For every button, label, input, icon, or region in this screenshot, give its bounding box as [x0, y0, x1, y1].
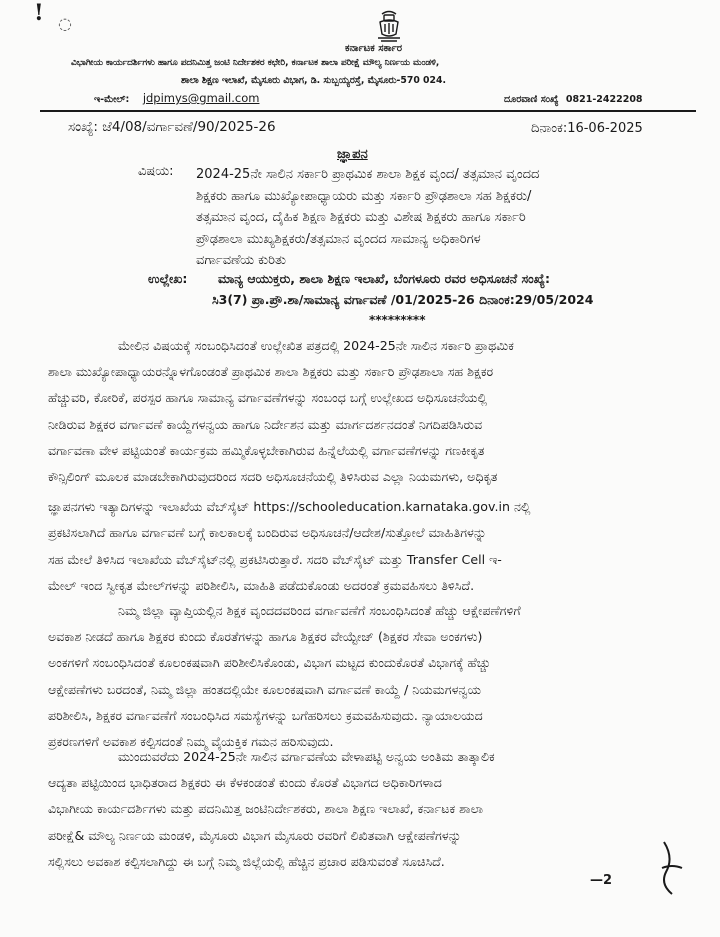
subject-line: ಶಿಕ್ಷಕರು ಹಾಗೂ ಮುಖ್ಯೋಪಾಧ್ಯಾಯರು ಮತ್ತು ಸರ್ಕಾರಿ ಪ್ರೌಢಶಾಲಾ ಸಹ ಶಿಕ್ಷಕರು/ — [196, 188, 532, 204]
subject-line: ತತ್ಸಮಾನ ವೃಂದ, ದೈಹಿಕ ಶಿಕ್ಷಣ ಶಿಕ್ಷಕರು ಮತ್ತು ವಿಶೇಷ ಶಿಕ್ಷಕರು ಹಾಗೂ ಸರ್ಕಾರಿ — [196, 210, 526, 225]
margin-exclamation-mark: ! — [34, 0, 44, 26]
margin-pen-mark: ◌ — [58, 14, 72, 33]
notice-title: ಜ್ಞಾಪನ — [337, 147, 368, 162]
paragraph-line: ವಿಭಾಗೀಯ ಕಾರ್ಯದರ್ಶಿಗಳು ಮತ್ತು ಪದನಿಮಿತ್ತ ಜಂಟಿನಿರ್ದೇಶಕರು, ಶಾಲಾ ಶಿಕ್ಷಣ ಇಲಾಖೆ, ಕರ್ನಾಟಕ ಶಾಲಾ — [48, 801, 484, 817]
paragraph-line: ಹೆಚ್ಚುವರಿ, ಕೋರಿಕೆ, ಪರಸ್ಪರ ಹಾಗೂ ಸಾಮಾನ್ಯ ವರ್ಗಾವಣೆಗಳನ್ನು ಸಂಬಂಧ ಬಗ್ಗೆ ಉಲ್ಲೇಖದ ಅಧಿಸೂಚನೆಯಲ್ಲಿ — [48, 390, 488, 406]
paragraph-line: ಸಹ ಮೇಲೆ ತಿಳಿಸಿದ ಇಲಾಖೆಯ ವೆಬ್‌ಸೈಟ್‌ನಲ್ಲಿ ಪ್ರಕಟಿಸಿರುತ್ತಾರೆ. ಸದರಿ ವೆಬ್‌ಸೈಟ್ ಮತ್ತು Transfer Cell ಇ- — [48, 551, 502, 567]
reference-number: ಸಂಖ್ಯೆ: ಜೆ4/08/ವರ್ಗಾವಣೆ/90/2025-26 — [68, 119, 276, 135]
header-rule — [40, 110, 696, 112]
subject-line: ವರ್ಗಾವಣೆಯ ಕುರಿತು — [196, 253, 287, 268]
paragraph-line: ಆದ್ಯತಾ ಪಟ್ಟಿಯಿಂದ ಭಾಧಿತರಾದ ಶಿಕ್ಷಕರು ಈ ಕೆಳಕಂಡಂತೆ ಕುಂದು ಕೊರತೆ ವಿಭಾಗದ ಅಧಿಕಾರಿಗಳಾದ — [48, 775, 442, 791]
phone-row — [504, 94, 643, 105]
separator-stars: ********* — [369, 313, 426, 327]
page-number-marker: —2 — [590, 873, 613, 888]
paragraph-line: ಜ್ಞಾಪನಗಳು ಇತ್ಯಾದಿಗಳನ್ನು ಇಲಾಖೆಯ ವೆಬ್‌ಸೈಟ್ https://schooleducation.karnataka.gov.in ನಲ್ಲಿ — [48, 499, 531, 515]
paragraph-line: ಪ್ರಕರಣಗಳಿಗೆ ಅವಕಾಶ ಕಲ್ಪಿಸದಂತೆ ನಿಮ್ಮ ವೈಯಕ್ತಿಕ ಗಮನ ಹರಿಸುವುದು. — [48, 734, 334, 750]
reference-note-label: ಉಲ್ಲೇಖ: — [148, 271, 188, 286]
paragraph-line: ಅವಕಾಶ ನೀಡದೆ ಹಾಗೂ ಶಿಕ್ಷಕರ ಕುಂದು ಕೊರತೆಗಳನ್ನು ಹಾಗೂ ಶಿಕ್ಷಕರ ವೇಯ್ಟೇಜ್ (ಶಿಕ್ಷಕರ ಸೇವಾ ಅಂಕಗಳು) — [48, 629, 483, 645]
subject-line: 2024-25ನೇ ಸಾಲಿನ ಸರ್ಕಾರಿ ಪ್ರಾಥಮಿಕ ಶಾಲಾ ಶಿಕ್ಷಕ ವೃಂದ/ ತತ್ಸಮಾನ ವೃಂದದ — [196, 167, 540, 182]
paragraph-line: ಆಕ್ಷೇಪಣೆಗಳು ಬರದಂತೆ, ನಿಮ್ಮ ಜಿಲ್ಲಾ ಹಂತದಲ್ಲಿಯೇ ಕೂಲಂಕಷವಾಗಿ ವರ್ಗಾವಣೆ ಕಾಯ್ದೆ / ನಿಯಮಗಳನ್ವಯ — [48, 681, 482, 697]
subject-line: ಪ್ರೌಢಶಾಲಾ ಮುಖ್ಯಶಿಕ್ಷಕರು/ತತ್ಸಮಾನ ವೃಂದದ ಸಾಮಾನ್ಯ ಅಧಿಕಾರಿಗಳ — [196, 231, 481, 247]
paragraph-1 — [48, 333, 698, 599]
handwritten-tick-mark — [654, 838, 688, 898]
paragraph-line: ಪರಿಶೀಲಿಸಿ, ಶಿಕ್ಷಕರ ವರ್ಗಾವಣೆಗೆ ಸಂಬಂಧಿಸಿದ ಸಮಸ್ಯೆಗಳನ್ನು ಬಗೆಹರಿಸಲು ಕ್ರಮವಹಿಸುವುದು. ನ್ಯಾಯಾಲಯದ — [48, 707, 483, 723]
subject-label: ವಿಷಯ: — [138, 164, 174, 179]
paragraph-2 — [48, 598, 698, 755]
government-title: ಕರ್ನಾಟಕ ಸರ್ಕಾರ — [345, 43, 403, 54]
paragraph-line: ಮೇಲಿನ ವಿಷಯಕ್ಕೆ ಸಂಬಂಧಿಸಿದಂತೆ ಉಲ್ಲೇಖಿತ ಪತ್ರದಲ್ಲಿ 2024-25ನೇ ಸಾಲಿನ ಸರ್ಕಾರಿ ಪ್ರಾಥಮಿಕ — [118, 338, 514, 353]
office-address-line-2: ಶಾಲಾ ಶಿಕ್ಷಣ ಇಲಾಖೆ, ಮೈಸೂರು ವಿಭಾಗ, ಡಿ. ಸುಬ್ಬಯ್ಯರಸ್ತೆ, ಮೈಸೂರು-570 024. — [181, 75, 446, 86]
paragraph-line: ಮೇಲ್ ಇಂದ ಸ್ವೀಕೃತ ಮೇಲ್‌ಗಳನ್ನು ಪರಿಶೀಲಿಸಿ, ಮಾಹಿತಿ ಪಡೆದುಕೊಂಡು ಅದರಂತೆ ಕ್ರಮವಹಿಸಲು ತಿಳಿಸಿದೆ. — [48, 577, 475, 593]
paragraph-line: ಪ್ರಕಟಿಸಲಾಗಿದೆ ಹಾಗೂ ವರ್ಗಾವಣೆ ಬಗ್ಗೆ ಕಾಲಕಾಲಕ್ಕೆ ಬಂದಿರುವ ಅಧಿಸೂಚನೆ/ಆದೇಶ/ಸುತ್ತೋಲೆ ಮಾಹಿತಿಗಳನ್ನು — [48, 525, 487, 541]
paragraph-line: ಶಾಲಾ ಮುಖ್ಯೋಪಾಧ್ಯಾಯರನ್ನೊಳಗೊಂಡಂತೆ ಪ್ರಾಥಮಿಕ ಶಾಲಾ ಶಿಕ್ಷಕರು ಮತ್ತು ಸರ್ಕಾರಿ ಪ್ರೌಢಶಾಲಾ ಸಹ ಶಿಕ್ಷಕರ — [48, 364, 494, 380]
reference-date: ದಿನಾಂಕ:16-06-2025 — [531, 121, 643, 136]
karnataka-emblem-logo — [374, 10, 404, 42]
reference-note-line-2: ಸಿ3(7) ಪ್ರಾ.ಪ್ರೌ.ಶಾ/ಸಾಮಾನ್ಯ ವರ್ಗಾವಣೆ /01/2025-26 ದಿನಾಂಕ:29/05/2024 — [212, 292, 594, 307]
paragraph-3 — [48, 744, 698, 875]
email-address[interactable]: jdpimys@gmail.com — [142, 91, 260, 105]
paragraph-line: ಮುಂದುವರೆದು 2024-25ನೇ ಸಾಲಿನ ವರ್ಗಾವಣೆಯ ವೇಳಾಪಟ್ಟಿ ಅನ್ವಯ ಅಂತಿಮ ತಾತ್ಕಾಲಿಕ — [118, 749, 495, 764]
paragraph-line: ನೀಡಿರುವ ಶಿಕ್ಷಕರ ವರ್ಗಾವಣೆ ಕಾಯ್ದೆಗಳನ್ವಯ ಹಾಗೂ ನಿರ್ದೇಶನ ಮತ್ತು ಮಾರ್ಗದರ್ಶನದಂತೆ ನಿಗದಿಪಡಿಸಿರುವ — [48, 416, 483, 432]
reference-note-line-1: ಮಾನ್ಯ ಆಯುಕ್ತರು, ಶಾಲಾ ಶಿಕ್ಷಣ ಇಲಾಖೆ, ಬೆಂಗಳೂರು ರವರ ಅಧಿಸೂಚನೆ ಸಂಖ್ಯೆ: — [218, 271, 551, 286]
email-label: ಇ-ಮೇಲ್: — [94, 94, 130, 105]
phone-number: 0821-2422208 — [565, 94, 643, 105]
office-address-line-1: ವಿಭಾಗೀಯ ಕಾರ್ಯದರ್ಶಿಗಳು ಹಾಗೂ ಪದನಿಮಿತ್ತ ಜಂಟಿ ನಿರ್ದೇಶಕರ ಕಛೇರಿ, ಕರ್ನಾಟಕ ಶಾಲಾ ಪರೀಕ್ಷೆ ಮೌಲ್ಯ ನಿರ್ಣಯ ಮಂಡಳಿ, — [71, 58, 440, 68]
paragraph-line: ಅಂಕಗಳಿಗೆ ಸಂಬಂಧಿಸಿದಂತೆ ಕೂಲಂಕಷವಾಗಿ ಪರಿಶೀಲಿಸಿಕೊಂಡು, ವಿಭಾಗ ಮಟ್ಟದ ಕುಂದುಕೊರತೆ ವಿಭಾಗಕ್ಕೆ ಹೆಚ್ಚು — [48, 655, 491, 671]
paragraph-line: ವರ್ಗಾವಣಾ ವೇಳ ಪಟ್ಟಿಯಂತೆ ಕಾರ್ಯಕ್ರಮ ಹಮ್ಮಿಕೊಳ್ಳಬೇಕಾಗಿರುವ ಹಿನ್ನೆಲೆಯಲ್ಲಿ ವರ್ಗಾವಣೆಗಳನ್ನು ಗಣಕೀಕೃತ — [48, 442, 485, 458]
phone-label: ದೂರವಾಣಿ ಸಂಖ್ಯೆ — [504, 94, 559, 105]
email-row — [94, 91, 259, 105]
paragraph-line: ಪರೀಕ್ಷೆ& ಮೌಲ್ಯ ನಿರ್ಣಯ ಮಂಡಳಿ, ಮೈಸೂರು ವಿಭಾಗ ಮೈಸೂರು ರವರಿಗೆ ಲಿಖಿತವಾಗಿ ಆಕ್ಷೇಪಣೆಗಳನ್ನು — [48, 827, 462, 843]
paragraph-line: ನಿಮ್ಮ ಜಿಲ್ಲಾ ವ್ಯಾಪ್ತಿಯಲ್ಲಿನ ಶಿಕ್ಷಕ ವೃಂದದವರಿಂದ ವರ್ಗಾವಣೆಗೆ ಸಂಬಂಧಿಸಿದಂತೆ ಹೆಚ್ಚು ಆಕ್ಷೇಪಣೆಗಳಿಗೆ — [118, 603, 521, 618]
paragraph-line: ಕೌನ್ಸಿಲಿಂಗ್ ಮೂಲಕ ಮಾಡಬೇಕಾಗಿರುವುದರಿಂದ ಸದರಿ ಅಧಿಸೂಚನೆಯಲ್ಲಿ ತಿಳಿಸಿರುವ ಎಲ್ಲಾ ನಿಯಮಗಳು, ಅಧಿಕೃತ — [48, 469, 498, 485]
paragraph-line: ಸಲ್ಲಿಸಲು ಅವಕಾಶ ಕಲ್ಪಿಸಲಾಗಿದ್ದು ಈ ಬಗ್ಗೆ ನಿಮ್ಮ ಜಿಲ್ಲೆಯಲ್ಲಿ ಹೆಚ್ಚಿನ ಪ್ರಚಾರ ಪಡಿಸುವಂತೆ ಸೂಚಿಸಿದೆ. — [48, 853, 445, 869]
subject-block — [196, 164, 539, 272]
